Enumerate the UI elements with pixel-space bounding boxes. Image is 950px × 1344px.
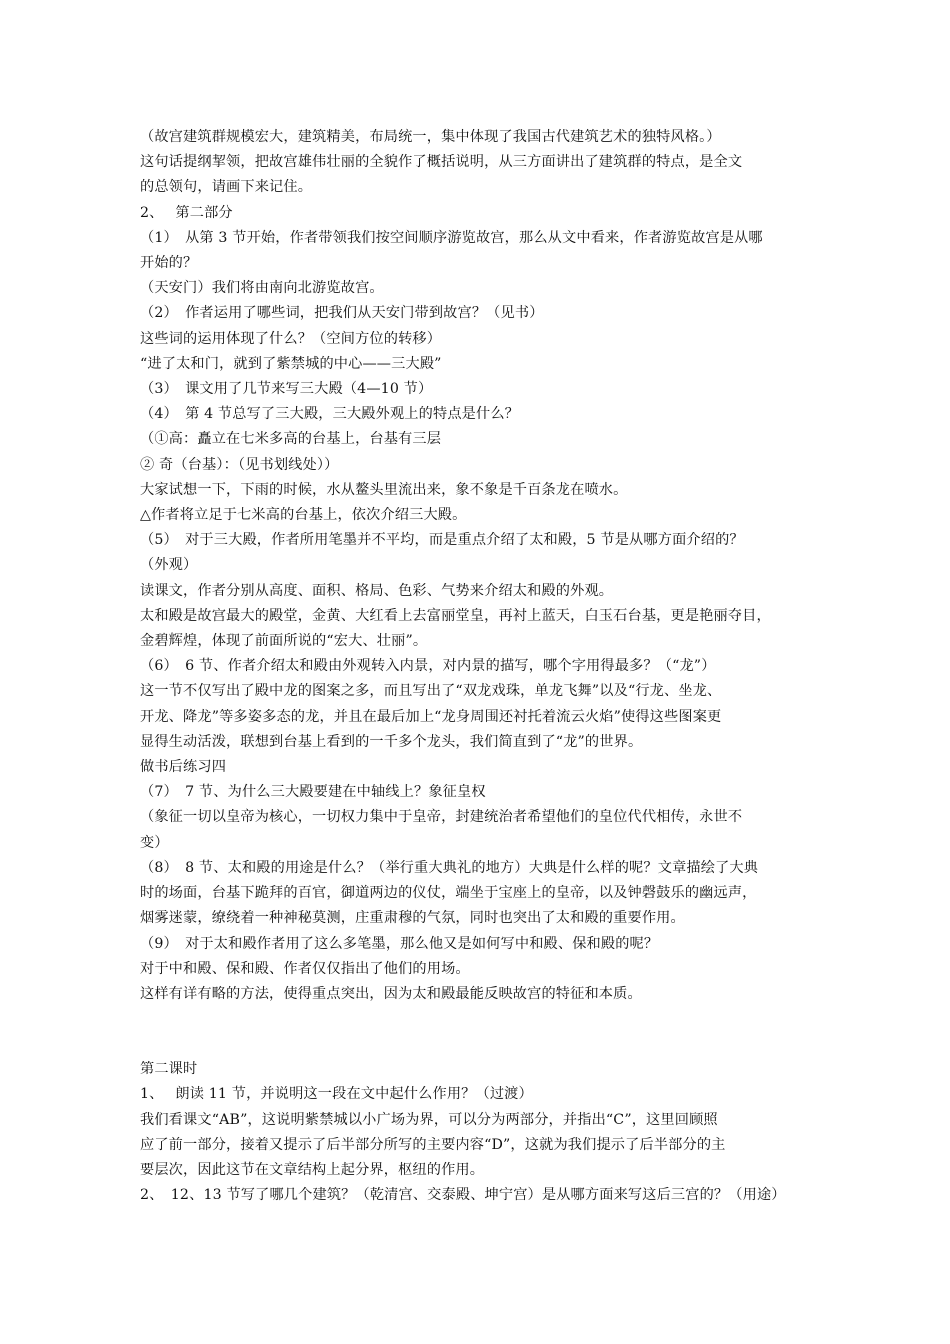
text-line: 我们看课文“AB”，这说明紫禁城以小广场为界，可以分为两部分，并指出“C”，这里回顾照 xyxy=(140,1111,718,1128)
section-gap xyxy=(140,1007,816,1057)
question-line: （2） 作者运用了哪些词，把我们从天安门带到故宫？（见书） xyxy=(140,305,544,322)
text-line: 对于中和殿、保和殿、作者仅仅指出了他们的用场。 xyxy=(140,960,470,977)
lesson-heading: 第二课时 xyxy=(140,1061,198,1078)
document-page xyxy=(140,125,816,1208)
text-line: 显得生动活泼，联想到台基上看到的一千多个龙头，我们简直到了“龙”的世界。 xyxy=(140,733,643,750)
answer-line: （天安门）我们将由南向北游览故宫。 xyxy=(140,280,384,297)
text-line: 开龙、降龙”等多姿多态的龙，并且在最后加上“龙身周围还衬托着流云火焰”使得这些图案更 xyxy=(140,708,722,725)
section-second-lesson xyxy=(140,1057,816,1208)
text-line: 做书后练习四 xyxy=(140,759,227,776)
quote-line: “进了太和门，就到了紫禁城的中心——三大殿” xyxy=(140,355,442,372)
question-line: （4） 第 4 节总写了三大殿，三大殿外观上的特点是什么？ xyxy=(140,406,520,423)
question-line: （6） 6 节、作者介绍太和殿由外观转入内景，对内景的描写，哪个字用得最多？（“龙”） xyxy=(140,658,716,675)
text-line: 这些词的运用体现了什么？（空间方位的转移） xyxy=(140,330,442,347)
text-line: 这一节不仅写出了殿中龙的图案之多，而且写出了“双龙戏珠，单龙飞舞”以及“行龙、坐龙、 xyxy=(140,683,722,700)
text-line: 金碧辉煌，体现了前面所说的“宏大、壮丽”。 xyxy=(140,633,428,650)
text-line: （故宫建筑群规模宏大，建筑精美，布局统一，集中体现了我国古代建筑艺术的独特风格。） xyxy=(140,129,721,145)
answer-line: ② 奇（台基）：（见书划线处）） xyxy=(140,456,339,473)
answer-line: （①高：矗立在七米多高的台基上，台基有三层 xyxy=(140,431,442,448)
section-heading: 2、 第二部分 xyxy=(140,204,233,221)
text-line: 这样有详有略的方法，使得重点突出，因为太和殿最能反映故宫的特征和本质。 xyxy=(140,985,642,1002)
section-first-lesson xyxy=(140,125,816,1007)
question-line: （5） 对于三大殿，作者所用笔墨并不平均，而是重点介绍了太和殿，5 节是从哪方面介绍的？ xyxy=(140,532,744,549)
text-line: 大家试想一下，下雨的时候，水从鳌头里流出来，象不象是千百条龙在喷水。 xyxy=(140,481,628,498)
text-line: 烟雾迷蒙，缭绕着一种神秘莫测，庄重肃穆的气氛，同时也突出了太和殿的重要作用。 xyxy=(140,910,685,927)
text-line: 这句话提纲挈领，把故宫雄伟壮丽的全貌作了概括说明，从三方面讲出了建筑群的特点，是全文 xyxy=(140,154,743,171)
question-line: （3） 课文用了几节来写三大殿（4—10 节） xyxy=(140,381,433,398)
question-line: （7） 7 节、为什么三大殿要建在中轴线上？象征皇权 xyxy=(140,784,486,801)
text-line: △作者将立足于七米高的台基上，依次介绍三大殿。 xyxy=(140,507,467,524)
text-line: 的总领句，请画下来记住。 xyxy=(140,179,313,196)
text-line: 开始的？ xyxy=(140,255,198,272)
question-line: （8） 8 节、太和殿的用途是什么？（举行重大典礼的地方）大典是什么样的呢？文章描绘了大典 xyxy=(140,859,759,876)
question-line: （1） 从第 3 节开始，作者带领我们按空间顺序游览故宫，那么从文中看来，作者游览故宫是从哪 xyxy=(140,229,763,246)
question-line: 2、 12、13 节写了哪几个建筑？（乾清宫、交泰殿、坤宁宫）是从哪方面来写这后三宫的？（用途） xyxy=(140,1187,786,1204)
answer-line: （象征一切以皇帝为核心，一切权力集中于皇帝，封建统治者希望他们的皇位代代相传，永世不 xyxy=(140,809,743,826)
answer-line: 变） xyxy=(140,834,169,851)
question-line: 1、 朗读 11 节，并说明这一段在文中起什么作用？（过渡） xyxy=(140,1086,533,1103)
text-line: 要层次，因此这节在文章结构上起分界，枢纽的作用。 xyxy=(140,1161,485,1178)
text-line: 读课文，作者分别从高度、面积、格局、色彩、气势来介绍太和殿的外观。 xyxy=(140,582,614,599)
text-line: 太和殿是故宫最大的殿堂，金黄、大红看上去富丽堂皇，再衬上蓝天，白玉石台基，更是艳丽夺目， xyxy=(140,607,771,624)
text-line: 时的场面，台基下跪拜的百官，御道两边的仪仗，端坐于宝座上的皇帝，以及钟磬鼓乐的幽远声， xyxy=(140,885,757,902)
answer-line: （外观） xyxy=(140,557,198,574)
text-line: 应了前一部分，接着又提示了后半部分所写的主要内容“D”，这就为我们提示了后半部分的主 xyxy=(140,1136,726,1153)
question-line: （9） 对于太和殿作者用了这么多笔墨，那么他又是如何写中和殿、保和殿的呢？ xyxy=(140,935,659,952)
